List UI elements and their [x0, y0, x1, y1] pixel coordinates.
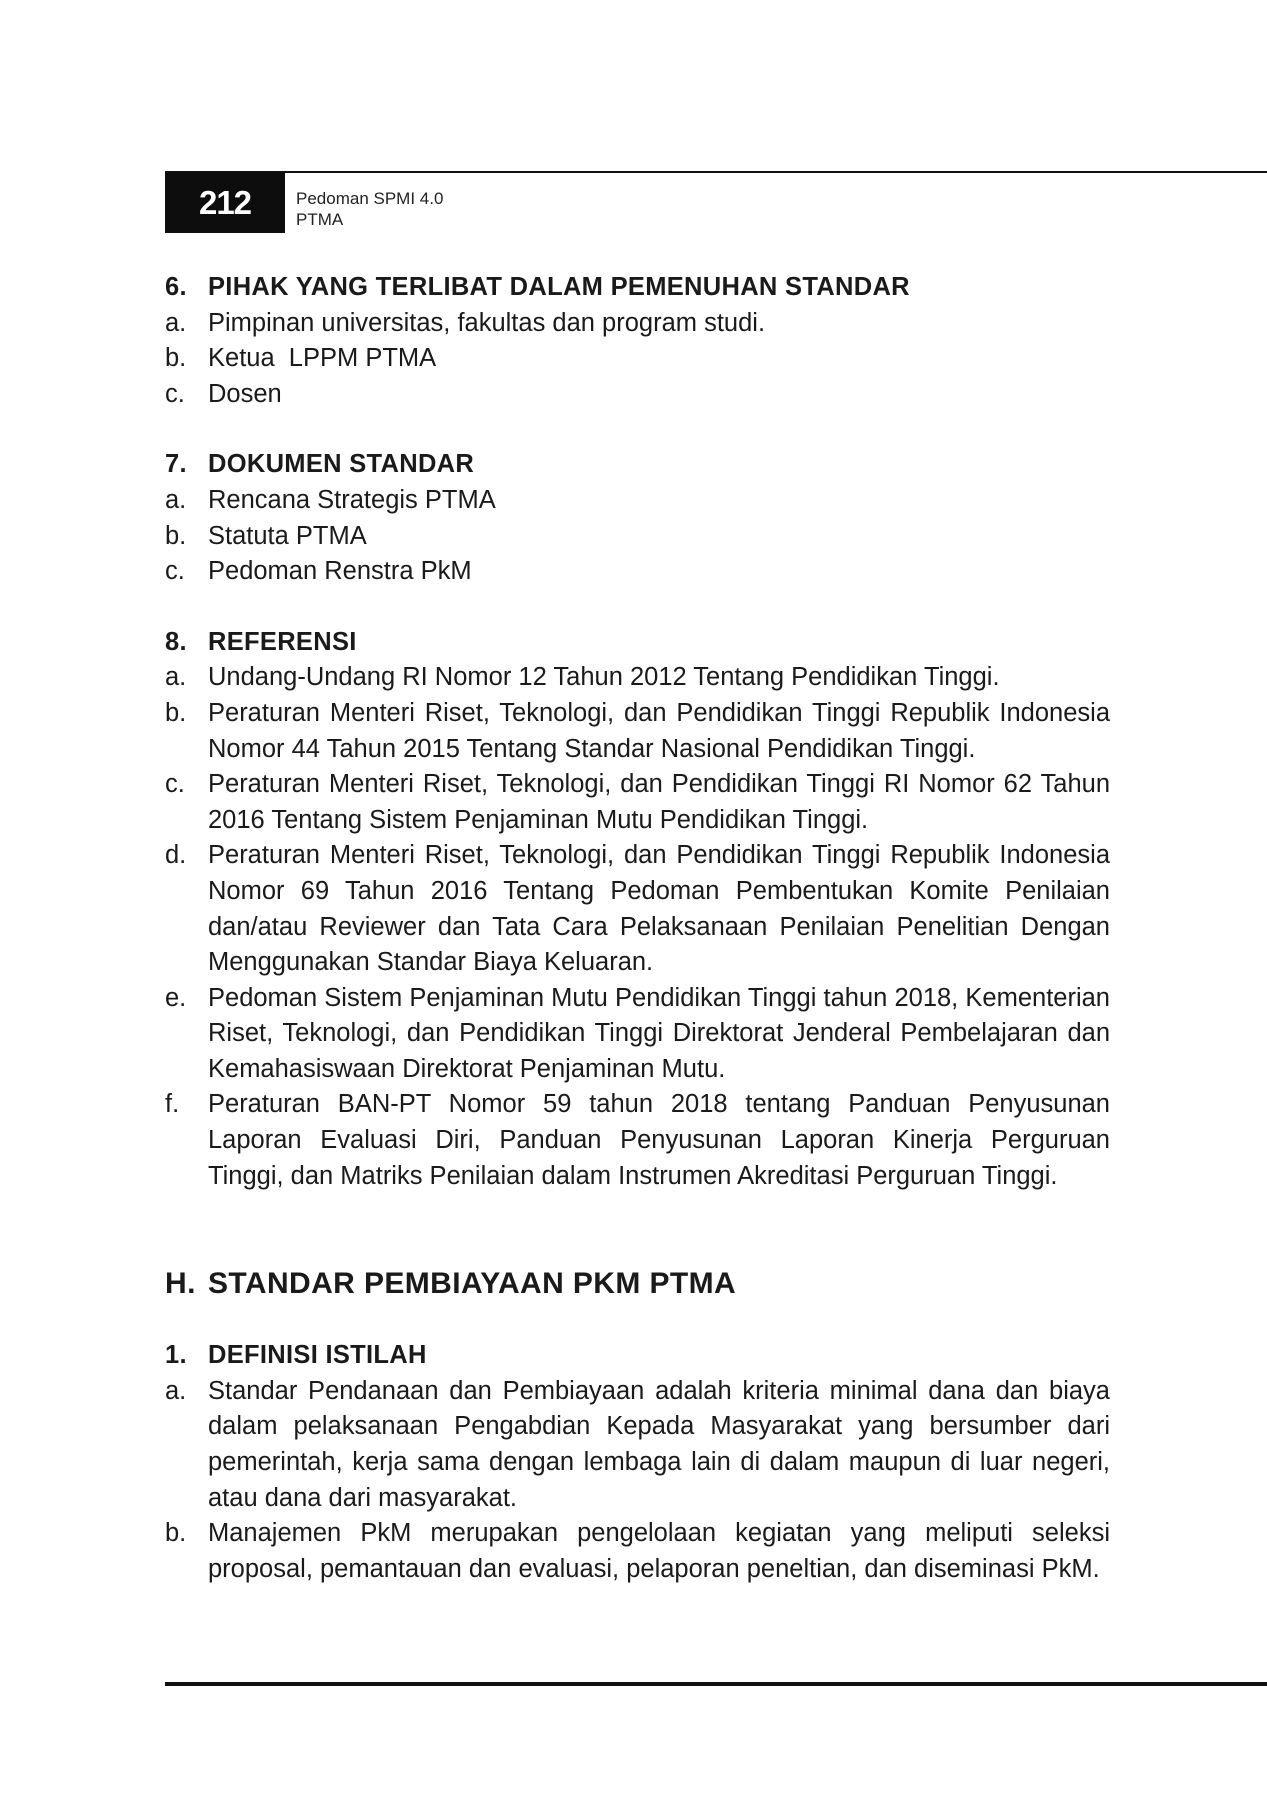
list-item	[165, 767, 1110, 838]
list-marker: a.	[165, 308, 187, 337]
section-number: 6.	[165, 273, 187, 301]
list-item	[165, 838, 1110, 980]
list-marker: c.	[165, 557, 185, 586]
list-item	[165, 1374, 1110, 1516]
list-item	[165, 341, 1110, 377]
list-marker: c.	[165, 770, 185, 799]
list-marker: b.	[165, 1519, 187, 1548]
list-item	[165, 696, 1110, 767]
list-text: Pedoman Renstra PkM	[208, 557, 472, 586]
spacer	[165, 590, 1110, 625]
section-title: DOKUMEN STANDAR	[208, 450, 475, 479]
section-heading	[165, 270, 1110, 306]
list-item	[165, 306, 1110, 342]
section-referensi	[165, 625, 1110, 1195]
list-text: Peraturan BAN-PT Nomor 59 tahun 2018 tentang Panduan Penyusunan Laporan Evaluasi Diri, Panduan Penyusunan Laporan Kinerja Perguruan Tinggi, dan Matriks Penilaian dalam Instrumen Akreditasi Perguruan Tinggi.	[208, 1090, 1110, 1190]
section-number: 8.	[165, 627, 187, 656]
list-text: Statuta PTMA	[208, 521, 367, 550]
section-number: 7.	[165, 450, 187, 479]
list-marker: a.	[165, 485, 187, 514]
list-text: Manajemen PkM merupakan pengelolaan kegiatan yang meliputi seleksi proposal, pemantauan dan evaluasi, pelaporan peneltian, dan diseminasi PkM.	[208, 1519, 1110, 1583]
list-marker: b.	[165, 521, 187, 550]
list-item	[165, 1087, 1110, 1194]
list-item	[165, 981, 1110, 1088]
section-heading	[165, 1338, 1110, 1374]
list-text: Undang-Undang RI Nomor 12 Tahun 2012 Tentang Pendidikan Tinggi.	[208, 663, 1000, 692]
running-head-line2: PTMA	[296, 210, 344, 229]
list-marker: b.	[165, 344, 187, 373]
section-title: PIHAK YANG TERLIBAT DALAM PEMENUHAN STANDAR	[208, 273, 910, 301]
footer-rule	[165, 1682, 1267, 1686]
list-marker: a.	[165, 663, 187, 692]
list-text: Peraturan Menteri Riset, Teknologi, dan Pendidikan Tinggi Republik Indonesia Nomor 69 Tahun 2016 Tentang Pedoman Pembentukan Komite Penilaian dan/atau Reviewer dan Tata Cara Pelaksanaan Penilaian Penelitian Dengan Menggunakan Standar Biaya Keluaran.	[208, 841, 1110, 977]
list-item	[165, 554, 1110, 590]
list-text: Peraturan Menteri Riset, Teknologi, dan Pendidikan Tinggi Republik Indonesia Nomor 44 Tahun 2015 Tentang Standar Nasional Pendidikan Tinggi.	[208, 698, 1110, 763]
list-item	[165, 519, 1110, 555]
section-dokumen-standar	[165, 447, 1110, 589]
spacer	[165, 412, 1110, 447]
list-text: Rencana Strategis PTMA	[208, 485, 496, 514]
section-number: 1.	[165, 1341, 187, 1370]
section-title: REFERENSI	[208, 627, 357, 656]
list-text: Pimpinan universitas, fakultas dan program studi.	[208, 308, 766, 337]
section-heading	[165, 447, 1110, 483]
page-content	[165, 270, 1110, 1587]
section-definisi-istilah	[165, 1338, 1110, 1587]
section-title: DEFINISI ISTILAH	[208, 1341, 427, 1370]
list-text: Dosen	[208, 379, 282, 408]
page-number: 212	[165, 172, 285, 233]
list-marker: a.	[165, 1376, 187, 1405]
running-head	[296, 188, 443, 230]
list-item	[165, 377, 1110, 413]
list-text: Pedoman Sistem Penjaminan Mutu Pendidikan Tinggi tahun 2018, Kementerian Riset, Teknologi, dan Pendidikan Tinggi Direktorat Jenderal Pembelajaran dan Kemahasiswaan Direktorat Penjaminan Mutu.	[208, 983, 1110, 1083]
list-item	[165, 483, 1110, 519]
running-head-line1: Pedoman SPMI 4.0	[296, 189, 444, 208]
list-marker: f.	[165, 1090, 180, 1119]
section-pihak-terlibat	[165, 270, 1110, 412]
chapter-title: STANDAR PEMBIAYAAN PKM PTMA	[208, 1267, 737, 1301]
list-marker: e.	[165, 983, 187, 1012]
list-marker: c.	[165, 379, 185, 408]
list-text: Ketua LPPM PTMA	[208, 344, 437, 373]
list-text: Standar Pendanaan dan Pembiayaan adalah kriteria minimal dana dan biaya dalam pelaksanaan Pengabdian Kepada Masyarakat yang bersumber dari pemerintah, kerja sama dengan lembaga lain di dalam maupun di luar negeri, atau dana dari masyarakat.	[208, 1376, 1110, 1512]
header-rule	[165, 171, 1267, 173]
list-text: Peraturan Menteri Riset, Teknologi, dan Pendidikan Tinggi RI Nomor 62 Tahun 2016 Tentang Sistem Penjaminan Mutu Pendidikan Tinggi.	[208, 770, 1110, 834]
list-marker: b.	[165, 698, 187, 727]
section-heading	[165, 625, 1110, 661]
chapter-number: H.	[165, 1267, 196, 1301]
list-item	[165, 660, 1110, 696]
list-item	[165, 1516, 1110, 1587]
chapter-heading	[165, 1264, 1110, 1304]
list-marker: d.	[165, 841, 187, 870]
